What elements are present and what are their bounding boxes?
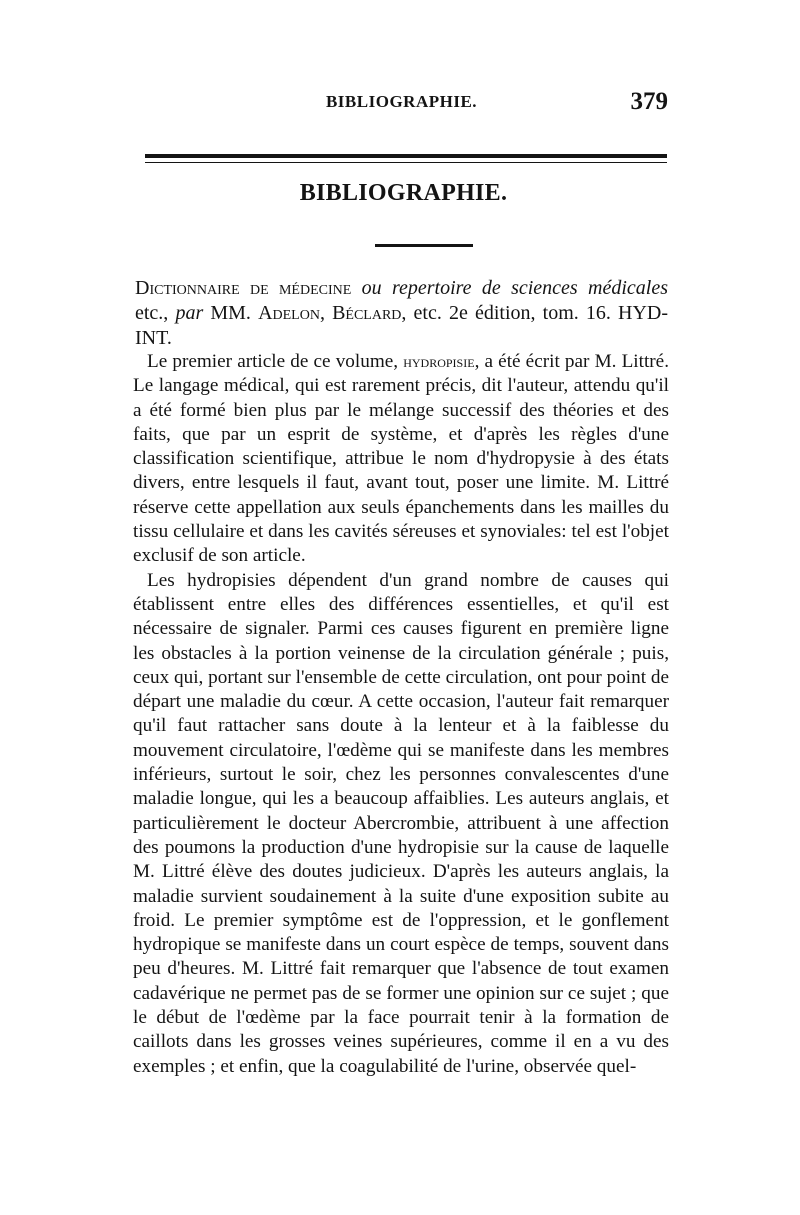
paragraph-1 bbox=[133, 350, 669, 569]
section-title: BIBLIOGRAPHIE. bbox=[299, 180, 508, 206]
citation-work-title: Dictionnaire de médecine bbox=[135, 277, 352, 299]
citation bbox=[135, 276, 668, 351]
citation-subtitle: repertoire de sciences médicales bbox=[391, 277, 669, 299]
citation-edition: , etc. 2e édition, tom. 16. HYD-INT. bbox=[135, 302, 669, 349]
thin-rule-line bbox=[145, 162, 667, 163]
citation-par: par bbox=[175, 302, 204, 324]
article-body bbox=[133, 350, 669, 1079]
citation-author-separator: , bbox=[319, 302, 333, 324]
thick-rule-line bbox=[145, 154, 667, 158]
running-head bbox=[135, 88, 668, 122]
citation-connector: ou bbox=[351, 277, 392, 299]
paragraph-1-term: hydropisie bbox=[403, 352, 475, 371]
paragraph-1-rest: , a été écrit par M. Littré. Le langage médical, qui est rarement précis, dit l'auteur, attendu qu'il a été formé bien plus par le mélange successif des théories et des faits, que par un esprit de système, et d'après les règles d'une classification scientifique, attribue le nom d'hydropysie à des états divers, entre lesquels il faut, avant tout, poser une limite. M. Littré réserve cette appellation aux seuls épanchements dans les mailles du tissu cellulaire et dans les cavités séreuses et synoviales: tel est l'objet exclusif de son article. bbox=[133, 351, 669, 567]
paragraph-1-start: Le premier article de ce volume, bbox=[147, 351, 404, 372]
paragraph-2: Les hydropisies dépendent d'un grand nombre de causes qui établissent entre elles des différences essentielles, et qu'il est nécessaire de signaler. Parmi ces causes figurent en première ligne les obstacles à la portion veinense de la circulation générale ; puis, ceux qui, portant sur l'ensemble de cette circulation, ont pour point de départ une maladie du cœur. A cette occasion, l'auteur fait remarquer qu'il faut rattacher sans doute à la lenteur et à la faiblesse du mouvement circulatoire, l'œdème qui se manifeste dans les membres inférieurs, surtout le soir, chez les personnes convalescentes d'une maladie longue, qui les a beaucoup affaiblies. Les auteurs anglais, et particulièrement le docteur Abercrombie, attribuent à une affection des poumons la production d'une hydropisie sur la cause de laquelle M. Littré élève des doutes judicieux. D'après les auteurs anglais, la maladie survient soudainement à la suite d'une exposition subite au froid. Le premier symptôme est de l'oppression, et le gonflement hydropique se manifeste dans un court espèce de temps, souvent dans peu d'heures. M. Littré fait remarquer que l'absence de tout examen cadavérique ne permet pas de se former une opinion sur ce sujet ; que le début de l'œdème par la face pourrait tenir à la formation de caillots dans les grosses veines supérieures, comme il en a vu des exemples ; et enfin, que la coagulabilité de l'urine, observée quel- bbox=[133, 569, 669, 1077]
running-title: BIBLIOGRAPHIE. bbox=[325, 92, 478, 111]
citation-etc: etc., bbox=[135, 302, 176, 324]
title-divider bbox=[375, 244, 473, 247]
citation-author-adelon: Adelon bbox=[258, 302, 320, 324]
citation-author-beclard: Béclard bbox=[332, 302, 402, 324]
header-double-rule bbox=[145, 154, 667, 168]
page-number: 379 bbox=[630, 88, 668, 115]
citation-authors-prefix: MM. bbox=[203, 302, 259, 324]
